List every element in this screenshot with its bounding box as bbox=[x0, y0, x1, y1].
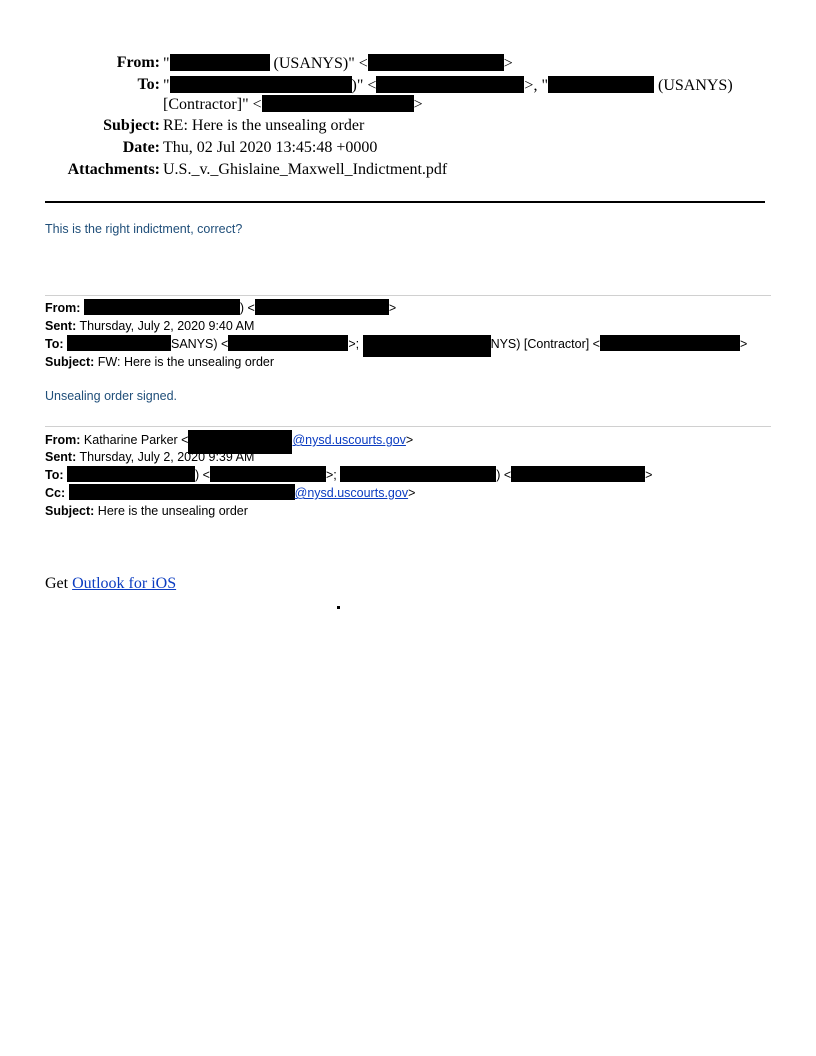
header-to-contractor: [Contractor]" < bbox=[163, 96, 262, 113]
orig-to-label: To: bbox=[45, 468, 64, 482]
header-to-row-2 bbox=[163, 95, 423, 114]
stray-mark bbox=[337, 606, 340, 609]
orig-cc-label: Cc: bbox=[45, 486, 66, 500]
redaction-box bbox=[600, 335, 740, 351]
fw-sent-label: Sent: bbox=[45, 319, 77, 333]
header-from-quote: " bbox=[163, 55, 170, 72]
header-subject-value: RE: Here is the unsealing order bbox=[163, 117, 365, 134]
header-divider bbox=[45, 201, 765, 203]
fw-sent-value: Thursday, July 2, 2020 9:40 AM bbox=[79, 319, 255, 333]
outlook-footer bbox=[45, 575, 176, 593]
header-to-value bbox=[163, 76, 733, 95]
orig-subject-value: Here is the unsealing order bbox=[97, 504, 248, 518]
redaction-box bbox=[363, 335, 491, 357]
fw-to-contractor: NYS) [Contractor] < bbox=[490, 337, 600, 351]
header-from-org: (USANYS)" < bbox=[269, 55, 368, 72]
header-to-text: )" < bbox=[351, 77, 377, 94]
fw-sent-row bbox=[45, 317, 254, 335]
redaction-box bbox=[67, 466, 195, 482]
orig-sent-row bbox=[45, 448, 254, 466]
reply-body: This is the right indictment, correct? bbox=[45, 222, 243, 236]
outlook-get-text: Get bbox=[45, 575, 73, 592]
redaction-box bbox=[170, 76, 352, 93]
header-from-label: From: bbox=[116, 54, 160, 71]
fw-to-label: To: bbox=[45, 337, 64, 351]
orig-sent-label: Sent: bbox=[45, 450, 77, 464]
header-to-sep: >, " bbox=[524, 77, 548, 94]
header-attachment-file[interactable]: U.S._v._Ghislaine_Maxwell_Indictment.pdf bbox=[163, 161, 448, 178]
orig-to-row bbox=[45, 466, 652, 484]
fw-from-label: From: bbox=[45, 301, 81, 315]
header-to-end: > bbox=[413, 96, 423, 113]
header-to-quote: " bbox=[163, 77, 170, 94]
redaction-box bbox=[255, 299, 389, 315]
orig-subject-label: Subject: bbox=[45, 504, 95, 518]
orig-from-name: Katharine Parker < bbox=[83, 433, 189, 447]
original-divider bbox=[45, 426, 771, 427]
redaction-box bbox=[548, 76, 654, 93]
outlook-for-ios-link[interactable]: Outlook for iOS bbox=[72, 575, 177, 592]
fw-to-end: > bbox=[739, 337, 748, 351]
fw-to-sep: >; bbox=[348, 337, 363, 351]
forward-divider bbox=[45, 295, 771, 296]
header-date-value: Thu, 02 Jul 2020 13:45:48 +0000 bbox=[163, 139, 378, 156]
header-subject-label: Subject: bbox=[103, 117, 160, 134]
orig-cc-email-link[interactable]: @nysd.uscourts.gov bbox=[294, 486, 409, 500]
fw-subject-label: Subject: bbox=[45, 355, 95, 369]
orig-to-end: > bbox=[645, 468, 653, 482]
redaction-box bbox=[340, 466, 496, 482]
header-to-org: (USANYS) bbox=[653, 77, 733, 94]
redaction-box bbox=[511, 466, 645, 482]
redaction-box bbox=[376, 76, 524, 93]
orig-sent-value: Thursday, July 2, 2020 9:39 AM bbox=[79, 450, 255, 464]
orig-cc-end: > bbox=[408, 486, 416, 500]
redaction-box bbox=[262, 95, 414, 112]
fw-subject-value: FW: Here is the unsealing order bbox=[97, 355, 275, 369]
redaction-box bbox=[69, 484, 295, 500]
fw-from-text: ) < bbox=[239, 301, 255, 315]
orig-to-text-2: ) < bbox=[496, 468, 512, 482]
header-attachments-label: Attachments: bbox=[67, 161, 160, 178]
redaction-box bbox=[170, 54, 270, 71]
redaction-box bbox=[67, 335, 171, 351]
orig-cc-row bbox=[45, 484, 415, 502]
fw-to-text: SANYS) < bbox=[171, 337, 229, 351]
header-from-value bbox=[163, 54, 513, 73]
redaction-box bbox=[228, 335, 348, 351]
fw-from-row bbox=[45, 299, 396, 317]
orig-from-email-link[interactable]: @nysd.uscourts.gov bbox=[292, 433, 406, 447]
header-date-label: Date: bbox=[122, 139, 160, 156]
redaction-box bbox=[368, 54, 504, 71]
redaction-box bbox=[210, 466, 326, 482]
orig-from-end: > bbox=[405, 433, 414, 447]
fw-subject-row bbox=[45, 353, 274, 371]
orig-subject-row bbox=[45, 502, 248, 520]
header-from-end: > bbox=[503, 55, 513, 72]
fw-body: Unsealing order signed. bbox=[45, 389, 178, 403]
header-to-label: To: bbox=[137, 76, 160, 93]
orig-to-text: ) < bbox=[195, 468, 210, 482]
orig-from-label: From: bbox=[45, 433, 81, 447]
fw-from-end: > bbox=[388, 301, 397, 315]
redaction-box bbox=[84, 299, 240, 315]
orig-to-sep: >; bbox=[325, 468, 341, 482]
